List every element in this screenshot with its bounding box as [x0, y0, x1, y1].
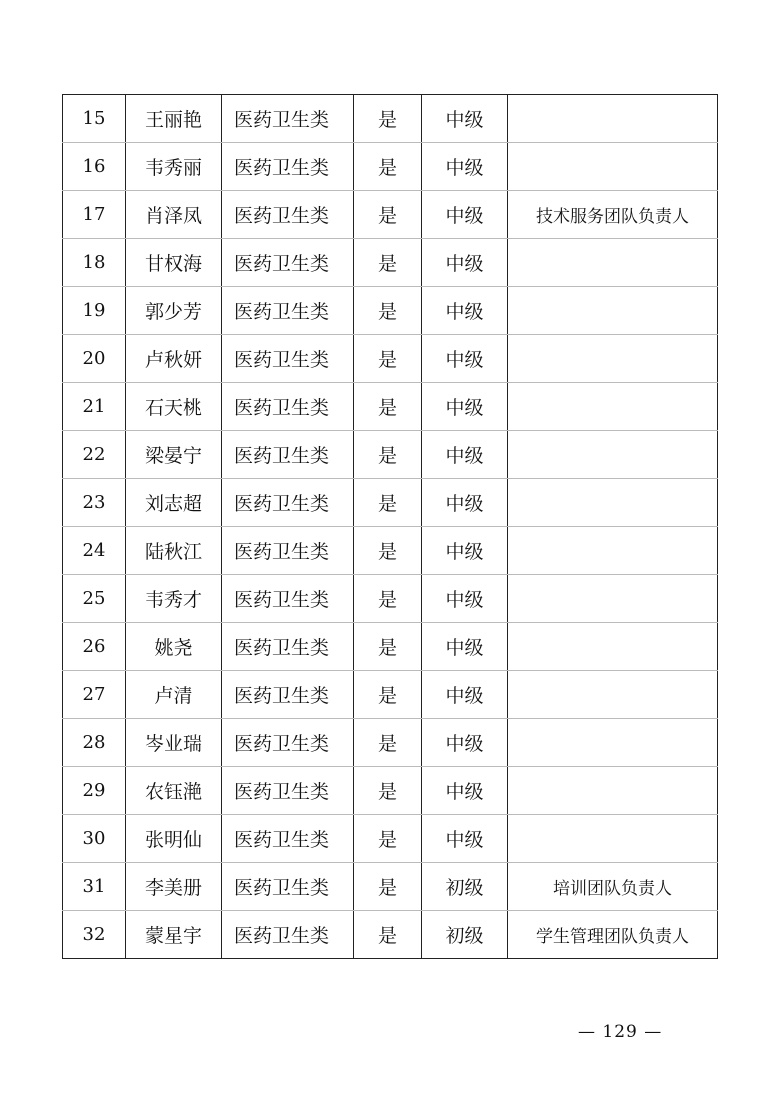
role-cell	[508, 575, 718, 623]
category-cell: 医药卫生类	[222, 191, 354, 239]
level-cell: 中级	[422, 143, 508, 191]
row-number: 17	[63, 191, 126, 239]
role-cell	[508, 719, 718, 767]
table-body	[63, 95, 718, 959]
row-number: 19	[63, 287, 126, 335]
person-name: 梁晏宁	[126, 431, 222, 479]
table-row	[63, 335, 718, 383]
person-name: 陆秋江	[126, 527, 222, 575]
category-cell: 医药卫生类	[222, 143, 354, 191]
flag-cell: 是	[354, 431, 422, 479]
row-number: 22	[63, 431, 126, 479]
table-row	[63, 191, 718, 239]
row-number: 21	[63, 383, 126, 431]
level-cell: 中级	[422, 623, 508, 671]
role-cell	[508, 671, 718, 719]
row-number: 15	[63, 95, 126, 143]
flag-cell: 是	[354, 623, 422, 671]
person-name: 王丽艳	[126, 95, 222, 143]
row-number: 16	[63, 143, 126, 191]
table-row	[63, 767, 718, 815]
category-cell: 医药卫生类	[222, 719, 354, 767]
category-cell: 医药卫生类	[222, 383, 354, 431]
flag-cell: 是	[354, 479, 422, 527]
level-cell: 初级	[422, 863, 508, 911]
table-row	[63, 239, 718, 287]
person-name: 农钰滟	[126, 767, 222, 815]
flag-cell: 是	[354, 527, 422, 575]
person-name: 韦秀丽	[126, 143, 222, 191]
role-cell	[508, 143, 718, 191]
person-name: 蒙星宇	[126, 911, 222, 959]
level-cell: 中级	[422, 767, 508, 815]
level-cell: 中级	[422, 815, 508, 863]
category-cell: 医药卫生类	[222, 287, 354, 335]
table-row	[63, 383, 718, 431]
role-cell: 技术服务团队负责人	[508, 191, 718, 239]
table-row	[63, 479, 718, 527]
person-name: 石天桃	[126, 383, 222, 431]
person-name: 甘权海	[126, 239, 222, 287]
person-name: 肖泽凤	[126, 191, 222, 239]
person-name: 韦秀才	[126, 575, 222, 623]
flag-cell: 是	[354, 239, 422, 287]
role-cell	[508, 623, 718, 671]
staff-table	[62, 94, 718, 959]
row-number: 20	[63, 335, 126, 383]
level-cell: 中级	[422, 575, 508, 623]
role-cell	[508, 383, 718, 431]
person-name: 卢秋妍	[126, 335, 222, 383]
row-number: 25	[63, 575, 126, 623]
role-cell	[508, 95, 718, 143]
category-cell: 医药卫生类	[222, 767, 354, 815]
level-cell: 中级	[422, 335, 508, 383]
category-cell: 医药卫生类	[222, 575, 354, 623]
role-cell	[508, 335, 718, 383]
table-row	[63, 911, 718, 959]
table-row	[63, 671, 718, 719]
level-cell: 中级	[422, 527, 508, 575]
category-cell: 医药卫生类	[222, 671, 354, 719]
flag-cell: 是	[354, 383, 422, 431]
row-number: 28	[63, 719, 126, 767]
level-cell: 中级	[422, 191, 508, 239]
flag-cell: 是	[354, 815, 422, 863]
person-name: 姚尧	[126, 623, 222, 671]
role-cell	[508, 527, 718, 575]
row-number: 23	[63, 479, 126, 527]
page-number: — 129 —	[578, 1022, 663, 1042]
person-name: 卢清	[126, 671, 222, 719]
role-cell	[508, 239, 718, 287]
table-row	[63, 431, 718, 479]
person-name: 李美册	[126, 863, 222, 911]
level-cell: 中级	[422, 431, 508, 479]
level-cell: 中级	[422, 383, 508, 431]
person-name: 郭少芳	[126, 287, 222, 335]
category-cell: 医药卫生类	[222, 863, 354, 911]
row-number: 32	[63, 911, 126, 959]
role-cell	[508, 479, 718, 527]
row-number: 31	[63, 863, 126, 911]
flag-cell: 是	[354, 191, 422, 239]
level-cell: 初级	[422, 911, 508, 959]
level-cell: 中级	[422, 95, 508, 143]
row-number: 26	[63, 623, 126, 671]
level-cell: 中级	[422, 479, 508, 527]
row-number: 27	[63, 671, 126, 719]
flag-cell: 是	[354, 911, 422, 959]
table-row	[63, 527, 718, 575]
flag-cell: 是	[354, 287, 422, 335]
category-cell: 医药卫生类	[222, 431, 354, 479]
category-cell: 医药卫生类	[222, 527, 354, 575]
flag-cell: 是	[354, 575, 422, 623]
category-cell: 医药卫生类	[222, 335, 354, 383]
category-cell: 医药卫生类	[222, 623, 354, 671]
table-row	[63, 143, 718, 191]
level-cell: 中级	[422, 719, 508, 767]
person-name: 岑业瑞	[126, 719, 222, 767]
role-cell: 培训团队负责人	[508, 863, 718, 911]
flag-cell: 是	[354, 335, 422, 383]
table-row	[63, 575, 718, 623]
table-row	[63, 95, 718, 143]
level-cell: 中级	[422, 671, 508, 719]
row-number: 24	[63, 527, 126, 575]
row-number: 30	[63, 815, 126, 863]
role-cell	[508, 431, 718, 479]
table-row	[63, 623, 718, 671]
table-row	[63, 287, 718, 335]
person-name: 张明仙	[126, 815, 222, 863]
person-name: 刘志超	[126, 479, 222, 527]
category-cell: 医药卫生类	[222, 815, 354, 863]
flag-cell: 是	[354, 863, 422, 911]
category-cell: 医药卫生类	[222, 479, 354, 527]
category-cell: 医药卫生类	[222, 239, 354, 287]
role-cell	[508, 287, 718, 335]
category-cell: 医药卫生类	[222, 911, 354, 959]
row-number: 18	[63, 239, 126, 287]
flag-cell: 是	[354, 143, 422, 191]
level-cell: 中级	[422, 239, 508, 287]
table-row	[63, 863, 718, 911]
table-row	[63, 719, 718, 767]
category-cell: 医药卫生类	[222, 95, 354, 143]
table-row	[63, 815, 718, 863]
flag-cell: 是	[354, 767, 422, 815]
flag-cell: 是	[354, 671, 422, 719]
level-cell: 中级	[422, 287, 508, 335]
flag-cell: 是	[354, 719, 422, 767]
row-number: 29	[63, 767, 126, 815]
role-cell	[508, 767, 718, 815]
role-cell: 学生管理团队负责人	[508, 911, 718, 959]
flag-cell: 是	[354, 95, 422, 143]
role-cell	[508, 815, 718, 863]
